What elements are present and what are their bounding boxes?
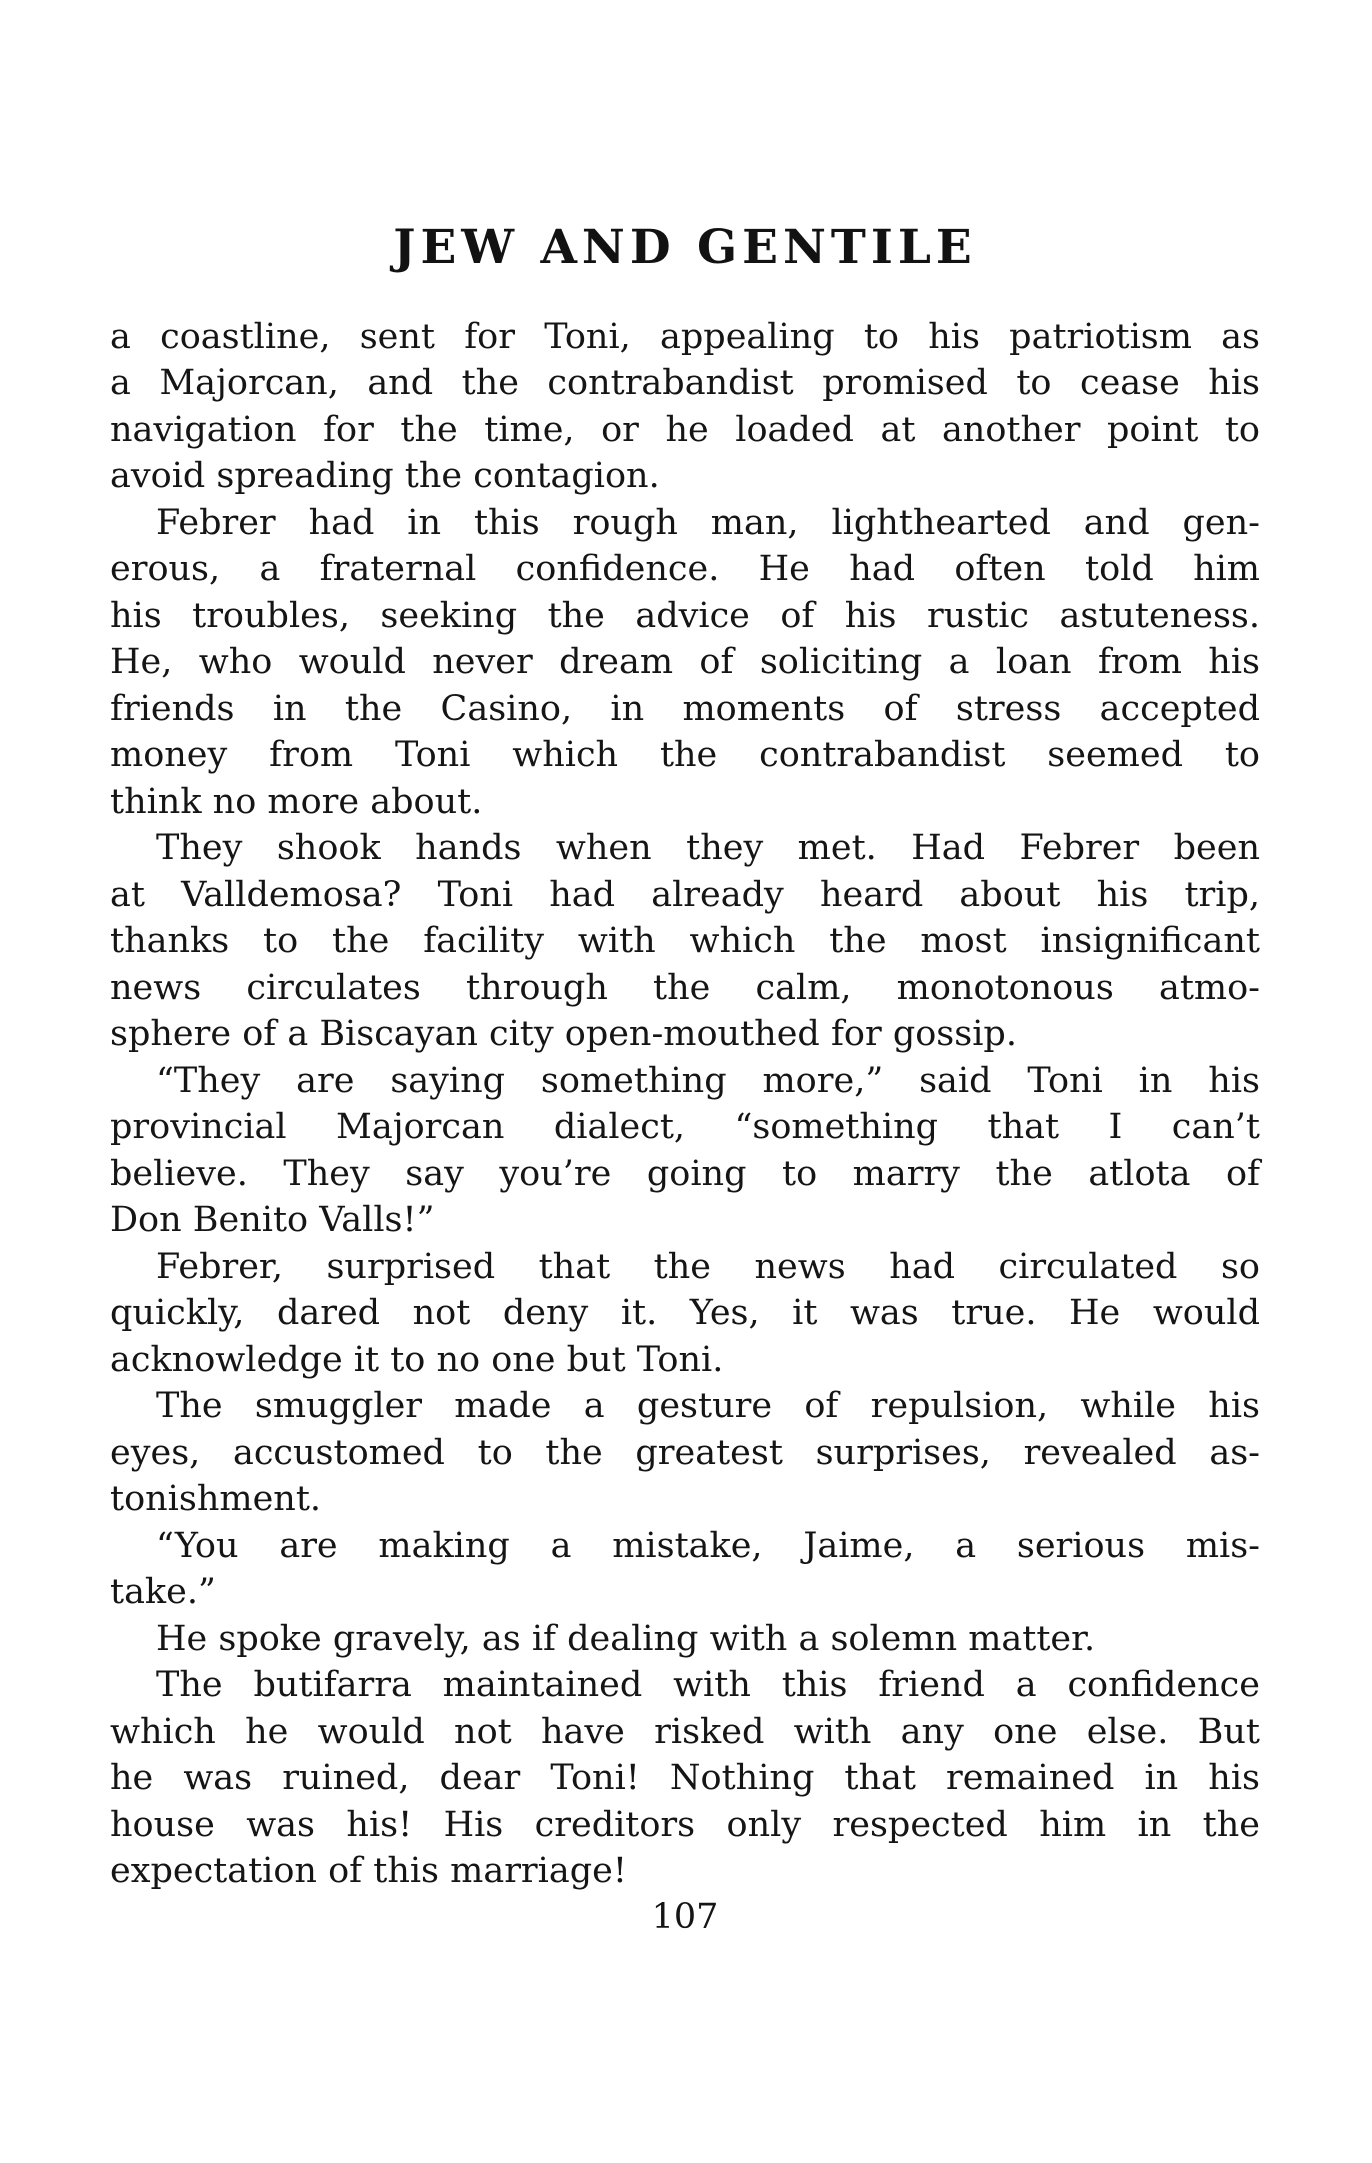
paragraph [110, 1523, 1260, 1616]
text-line: a Majorcan, and the contrabandist promised to cease his [110, 363, 1260, 404]
text-line: tonishment. [110, 1479, 322, 1520]
page-text [110, 314, 1260, 1895]
text-line: eyes, accustomed to the greatest surprises, revealed as- [110, 1432, 1260, 1473]
text-line: thanks to the facility with which the most insignificant [110, 921, 1260, 962]
paragraph [110, 1058, 1260, 1244]
text-line: he was ruined, dear Toni! Nothing that remained in his [110, 1758, 1260, 1799]
text-line: Febrer had in this rough man, lighthearted and gen- [156, 502, 1260, 543]
text-line: “You are making a mistake, Jaime, a serious mis- [156, 1525, 1260, 1566]
paragraph [110, 314, 1260, 500]
text-line: take.” [110, 1572, 216, 1613]
text-line: He, who would never dream of soliciting a loan from his [110, 642, 1260, 683]
paragraph [110, 825, 1260, 1058]
text-line: quickly, dared not deny it. Yes, it was true. He would [110, 1293, 1260, 1334]
text-line: “They are saying something more,” said Toni in his [156, 1060, 1260, 1101]
page-title: JEW AND GENTILE [393, 220, 977, 275]
text-line: news circulates through the calm, monotonous atmo- [110, 967, 1260, 1008]
text-line: which he would not have risked with any one else. But [110, 1711, 1260, 1752]
paragraph [110, 1616, 1260, 1663]
paragraph [110, 1244, 1260, 1384]
paragraph [110, 1383, 1260, 1523]
text-line: expectation of this marriage! [110, 1851, 627, 1892]
text-line: provincial Majorcan dialect, “something that I can’t [110, 1107, 1260, 1148]
paragraph [110, 500, 1260, 826]
text-line: believe. They say you’re going to marry the atlota of [110, 1153, 1260, 1194]
paragraph [110, 1662, 1260, 1895]
text-line: think no more about. [110, 781, 483, 822]
text-line: at Valldemosa? Toni had already heard about his trip, [110, 874, 1260, 915]
text-line: avoid spreading the contagion. [110, 456, 660, 497]
page-number: 107 [651, 1896, 719, 1937]
text-line: They shook hands when they met. Had Febrer been [156, 828, 1260, 869]
text-line: friends in the Casino, in moments of stress accepted [110, 688, 1260, 729]
text-line: a coastline, sent for Toni, appealing to his patriotism as [110, 316, 1260, 357]
text-line: The butifarra maintained with this friend a confidence [156, 1665, 1260, 1706]
text-line: his troubles, seeking the advice of his rustic astuteness. [110, 595, 1260, 636]
text-line: Don Benito Valls!” [110, 1200, 435, 1241]
text-line: Febrer, surprised that the news had circulated so [156, 1246, 1260, 1287]
text-line: sphere of a Biscayan city open-mouthed for gossip. [110, 1014, 1017, 1055]
text-line: The smuggler made a gesture of repulsion, while his [156, 1386, 1260, 1427]
text-line: house was his! His creditors only respected him in the [110, 1804, 1260, 1845]
text-line: money from Toni which the contrabandist seemed to [110, 735, 1260, 776]
text-line: navigation for the time, or he loaded at another point to [110, 409, 1260, 450]
text-line: He spoke gravely, as if dealing with a solemn matter. [156, 1618, 1096, 1659]
text-line: erous, a fraternal confidence. He had often told him [110, 549, 1260, 590]
text-line: acknowledge it to no one but Toni. [110, 1339, 724, 1380]
